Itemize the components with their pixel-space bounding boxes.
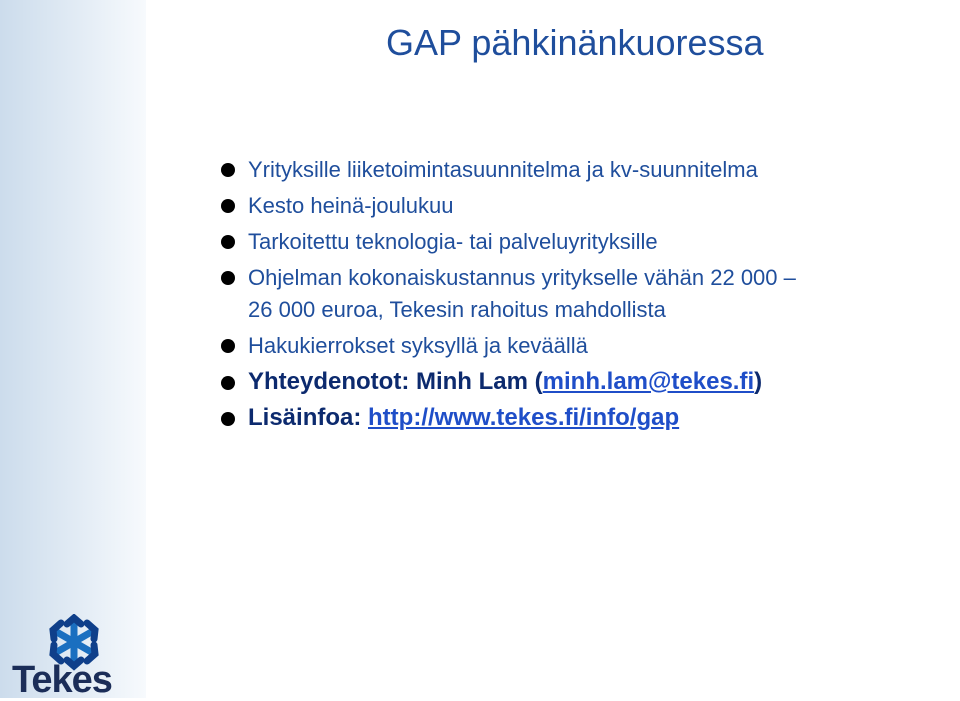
- bullet-dot-icon: [221, 412, 235, 426]
- bullet-dot-icon: [221, 235, 235, 249]
- bullet-list: [220, 154, 960, 438]
- bullet-text: Hakukierrokset syksyllä ja keväällä: [248, 333, 588, 358]
- email-link[interactable]: minh.lam@tekes.fi: [542, 368, 755, 395]
- bullet-text-line2: 26 000 euroa, Tekesin rahoitus mahdollista: [248, 297, 666, 322]
- bullet-text: Kesto heinä-joulukuu: [248, 193, 454, 218]
- bullet-item-contact: [220, 366, 960, 398]
- bullet-dot-icon: [221, 376, 235, 390]
- bullet-item: [220, 190, 960, 222]
- info-url-link[interactable]: http://www.tekes.fi/info/gap: [368, 404, 680, 431]
- sidebar-gradient: [0, 0, 146, 701]
- bullet-text: Yrityksille liiketoimintasuunnitelma ja kv-suunnitelma: [248, 157, 758, 182]
- slide-title: GAP pähkinänkuoressa: [386, 22, 764, 63]
- bullet-item: [220, 330, 960, 362]
- bullet-dot-icon: [221, 199, 235, 213]
- contact-suffix: ): [754, 368, 763, 395]
- bullet-item: [220, 226, 960, 258]
- bullet-item: [220, 154, 960, 186]
- bullet-text-line1: Ohjelman kokonaiskustannus yritykselle vähän 22 000 –: [248, 265, 796, 290]
- bullet-text: Tarkoitettu teknologia- tai palveluyrityksille: [248, 229, 658, 254]
- contact-prefix: Yhteydenotot: Minh Lam (: [248, 368, 543, 395]
- bullet-dot-icon: [221, 163, 235, 177]
- tekes-logo-wordmark: Tekes: [12, 659, 112, 701]
- bullet-dot-icon: [221, 339, 235, 353]
- bullet-item-info: [220, 402, 960, 434]
- bullet-dot-icon: [221, 271, 235, 285]
- info-prefix: Lisäinfoa:: [248, 404, 369, 431]
- bullet-item: [220, 262, 960, 326]
